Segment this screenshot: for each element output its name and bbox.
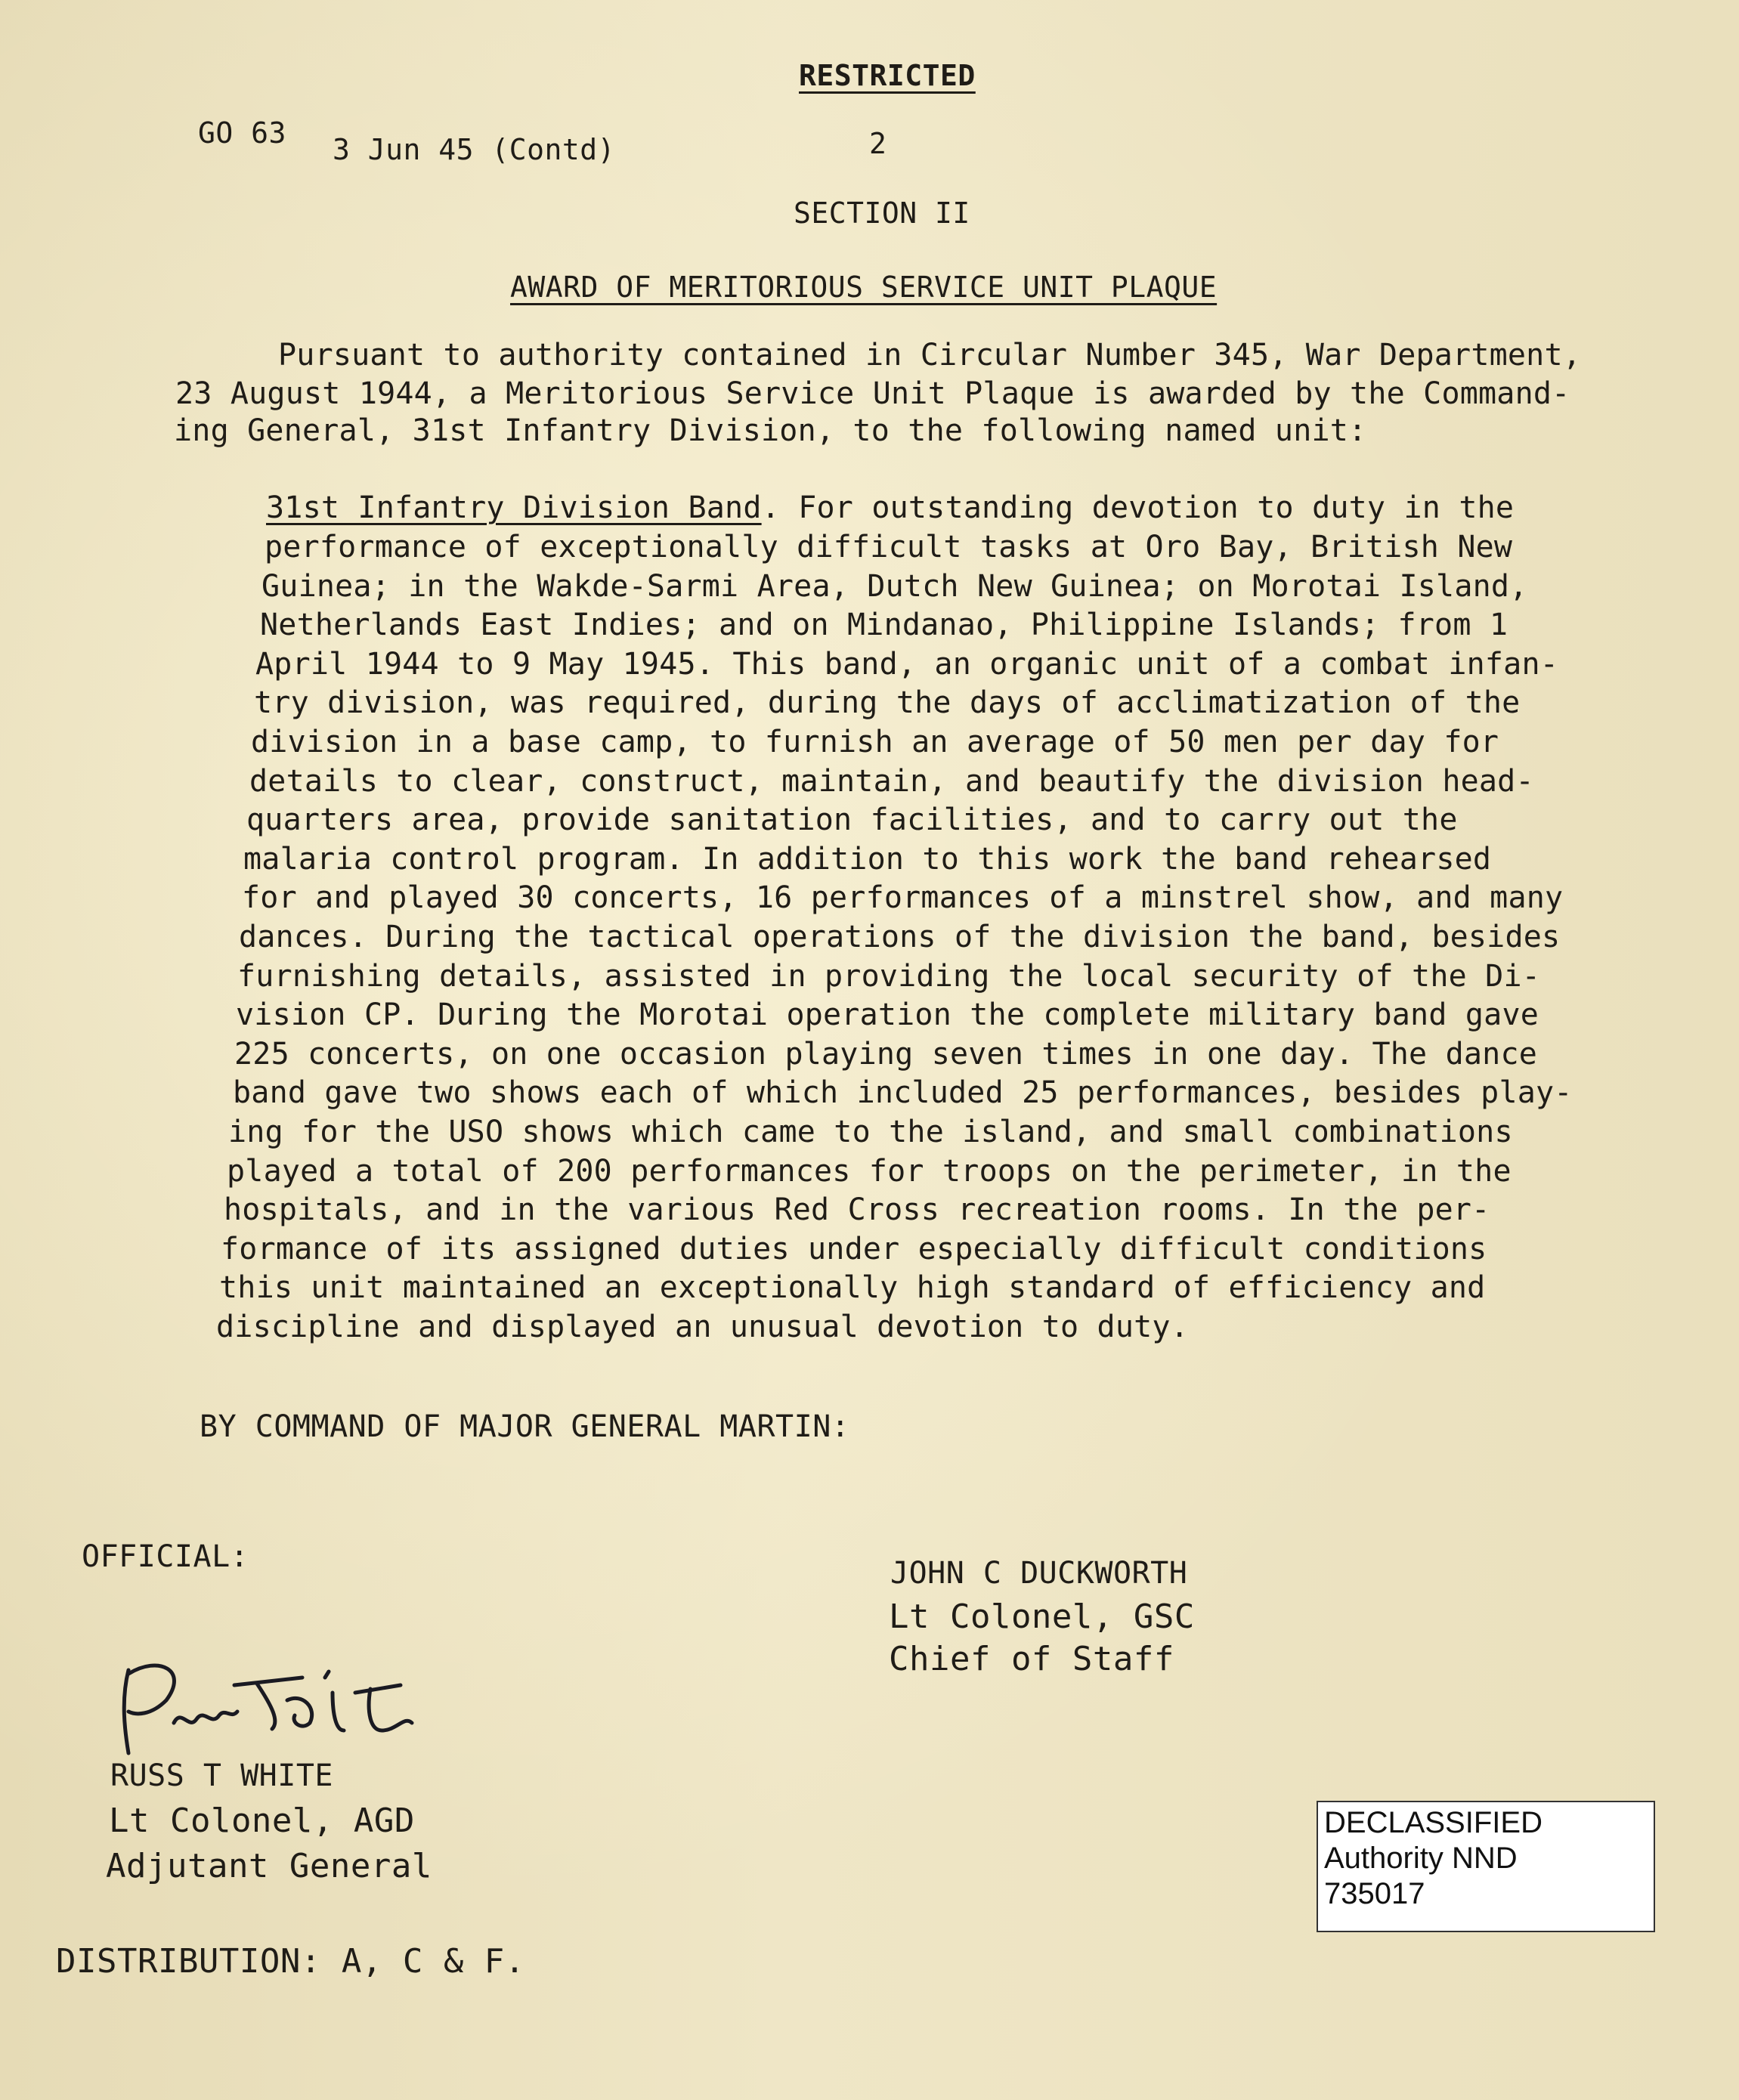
citation-line: Netherlands East Indies; and on Mindanao, Philippine Islands; from 1 xyxy=(260,608,1508,642)
adjutant-rank: Lt Colonel, AGD xyxy=(109,1802,415,1840)
adjutant-name: RUSS T WHITE xyxy=(110,1758,333,1793)
chief-name: JOHN C DUCKWORTH xyxy=(890,1556,1188,1591)
declassified-stamp xyxy=(1317,1801,1655,1932)
distribution-line: DISTRIBUTION: A, C & F. xyxy=(56,1942,525,1981)
intro-line: Pursuant to authority contained in Circular Number 345, War Department, xyxy=(278,338,1582,373)
citation-line: Guinea; in the Wakde-Sarmi Area, Dutch New Guinea; on Morotai Island, xyxy=(261,569,1528,604)
citation-line: quarters area, provide sanitation facilities, and to carry out the xyxy=(246,803,1458,837)
chief-rank: Lt Colonel, GSC xyxy=(889,1597,1195,1636)
citation-line: hospitals, and in the various Red Cross recreation rooms. In the per- xyxy=(224,1192,1490,1227)
citation-line: formance of its assigned duties under especially difficult conditions xyxy=(221,1232,1487,1266)
citation-line: malaria control program. In addition to this work the band rehearsed xyxy=(243,842,1492,877)
section-heading: SECTION II xyxy=(794,196,970,230)
intro-line: 23 August 1944, a Meritorious Service Unit Plaque is awarded by the Command- xyxy=(175,376,1570,411)
stamp-line: 735017 xyxy=(1324,1877,1425,1910)
citation-line: this unit maintained an exceptionally high standard of efficiency and xyxy=(219,1270,1486,1305)
unit-name: 31st Infantry Division Band xyxy=(266,490,762,525)
citation-first-line-rest: . For outstanding devotion to duty in the xyxy=(761,490,1515,525)
citation-line: played a total of 200 performances for troops on the perimeter, in the xyxy=(227,1154,1512,1189)
citation-line: band gave two shows each of which included 25 performances, besides play- xyxy=(233,1075,1573,1110)
intro-line: ing General, 31st Infantry Division, to the following named unit: xyxy=(174,413,1367,448)
citation-line: details to clear, construct, maintain, and beautify the division head- xyxy=(249,764,1534,799)
page-number: 2 xyxy=(869,127,887,160)
citation-line: performance of exceptionally difficult tasks at Oro Bay, British New xyxy=(265,530,1513,564)
citation-line: discipline and displayed an unusual devotion to duty. xyxy=(216,1310,1189,1344)
command-line: BY COMMAND OF MAJOR GENERAL MARTIN: xyxy=(200,1409,850,1444)
order-date: 3 Jun 45 (Contd) xyxy=(333,133,616,166)
adjutant-title: Adjutant General xyxy=(106,1847,432,1885)
order-reference: GO 63 xyxy=(198,116,286,150)
document-title: AWARD OF MERITORIOUS SERVICE UNIT PLAQUE xyxy=(510,271,1218,304)
stamp-line: Authority NND xyxy=(1324,1842,1518,1875)
citation-line: 225 concerts, on one occasion playing seven times in one day. The dance xyxy=(234,1037,1538,1072)
citation-first-line xyxy=(266,490,1514,526)
stamp-line: DECLASSIFIED xyxy=(1324,1806,1543,1839)
citation-line: vision CP. During the Morotai operation the complete military band gave xyxy=(236,997,1539,1032)
official-label: OFFICIAL: xyxy=(82,1539,249,1574)
chief-title: Chief of Staff xyxy=(889,1640,1174,1678)
classification-marking: RESTRICTED xyxy=(799,59,976,92)
citation-line: ing for the USO shows which came to the island, and small combinations xyxy=(228,1115,1513,1149)
citation-line: dances. During the tactical operations of the division the band, besides xyxy=(239,920,1561,954)
citation-line: furnishing details, assisted in providing the local security of the Di- xyxy=(237,959,1541,994)
citation-line: try division, was required, during the days of acclimatization of the xyxy=(254,685,1521,720)
citation-line: for and played 30 concerts, 16 performances of a minstrel show, and many xyxy=(242,880,1564,915)
handwritten-signature xyxy=(106,1640,484,1776)
citation-line: division in a base camp, to furnish an average of 50 men per day for xyxy=(251,725,1499,759)
citation-line: April 1944 to 9 May 1945. This band, an organic unit of a combat infan- xyxy=(255,647,1559,682)
